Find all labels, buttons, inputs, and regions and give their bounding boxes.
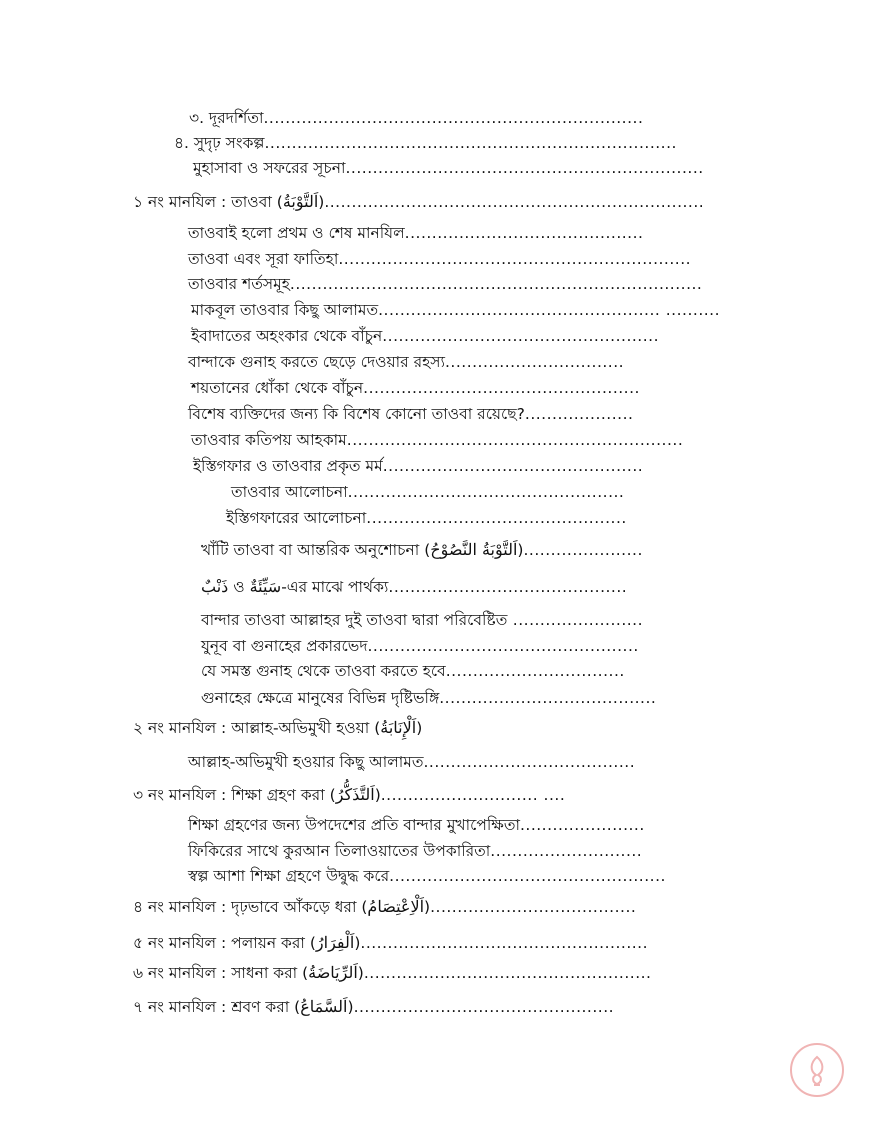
toc-entry-conjunction: ও	[228, 578, 250, 596]
toc-entry-leader-dots: ............................	[490, 842, 643, 860]
toc-entry-arabic: اَلتَّذَكُّرُ	[335, 785, 375, 804]
toc-entry	[189, 108, 643, 128]
toc-entry	[193, 158, 704, 178]
toc-entry-title: ৫ নং মানযিল : পলায়ন করা (	[133, 934, 316, 952]
toc-entry-leader-dots: ............................................................................	[289, 275, 703, 293]
toc-entry-tail: )	[517, 541, 524, 559]
toc-entry-leader-dots: ...................................................	[363, 379, 640, 397]
publisher-logo-icon	[790, 1043, 844, 1097]
toc-entry-leader-dots: ......................	[523, 541, 643, 559]
toc-entry	[191, 430, 683, 450]
toc-entry	[188, 404, 633, 424]
toc-entry	[133, 897, 636, 917]
toc-entry	[188, 752, 635, 772]
toc-entry-arabic: اَلرِّيَاضَةُ	[308, 963, 358, 982]
toc-entry-arabic: اَلتَّوْبَةُ النَّصُوْحُ	[430, 540, 518, 559]
toc-entry-tail: )	[424, 898, 431, 916]
toc-entry-tail: )	[374, 786, 381, 804]
toc-entry-arabic: اَلسَّمَاعُ	[300, 997, 348, 1016]
toc-entry-arabic: اَلْاِعْتِصَامُ	[367, 897, 425, 916]
toc-entry-arabic: اَلْفِرَارُ	[315, 933, 355, 952]
toc-entry-title: ২ নং মানযিল : আল্লাহ-অভিমুখী হওয়া (	[133, 719, 381, 737]
toc-entry-leader-dots: ............................................	[388, 578, 628, 596]
toc-entry-tail: -এর মাঝে পার্থক্য	[281, 578, 389, 596]
toc-entry-leader-dots: .................................	[445, 662, 625, 680]
toc-entry-leader-dots: ..................................................................	[345, 159, 704, 177]
toc-entry-title: বান্দার তাওবা আল্লাহর দুই তাওবা দ্বারা পরিবেষ্টিত	[201, 611, 508, 629]
toc-entry-leader-dots: ............................................................................	[264, 134, 677, 152]
toc-entry	[133, 718, 422, 738]
toc-entry-title: ইস্তিগফারের আলোচনা	[226, 509, 367, 527]
toc-entry-title: তাওবা এবং সূরা ফাতিহা	[188, 250, 339, 268]
toc-entry	[191, 378, 640, 398]
toc-entry-leader-dots: .....................................................	[363, 964, 652, 982]
toc-entry	[188, 249, 691, 269]
toc-entry	[191, 300, 720, 320]
toc-entry-title: তাওবার আলোচনা	[231, 483, 348, 501]
toc-entry-leader-dots: ..................................................	[367, 637, 639, 655]
toc-entry-title: ৭ নং মানযিল : শ্রবণ করা (	[133, 998, 301, 1016]
toc-entry-leader-dots: ................................................	[353, 998, 615, 1016]
toc-entry	[188, 841, 642, 861]
toc-entry-leader-dots: .................................................................	[338, 250, 692, 268]
toc-entry-title: ৪. সুদৃঢ় সংকল্প	[174, 134, 265, 152]
toc-entry	[193, 456, 643, 476]
toc-entry-leader-dots: ...................................................	[382, 327, 660, 345]
toc-entry-title: ৩. দূরদর্শিতা	[189, 109, 264, 127]
toc-entry-title: তাওবার শর্তসমূহ	[188, 275, 290, 293]
toc-entry-tail: )	[354, 934, 361, 952]
toc-entry-leader-dots: ............................. ....	[380, 786, 566, 804]
toc-entry	[133, 785, 565, 805]
toc-entry	[201, 661, 625, 681]
toc-entry-title: মুহাসাবা ও সফরের সূচনা	[193, 159, 346, 177]
toc-entry-title: বিশেষ ব্যক্তিদের জন্য কি বিশেষ কোনো তাওবা রয়েছে?	[188, 405, 525, 423]
toc-entry-tail: )	[318, 193, 325, 211]
toc-entry-title: তাওবাই হলো প্রথম ও শেষ মানযিল	[188, 224, 405, 242]
toc-entry-arabic: اَلتَّوْبَةُ	[282, 192, 319, 211]
toc-entry-title: ইবাদাতের অহংকার থেকে বাঁচুন	[191, 327, 383, 345]
toc-entry	[174, 133, 677, 153]
toc-entry-leader-dots: ............................................	[404, 224, 644, 242]
toc-entry-leader-dots: .......................	[519, 816, 645, 834]
toc-entry-title: গুনাহের ক্ষেত্রে মানুষের বিভিন্ন দৃষ্টিভঙ্গি	[201, 689, 440, 707]
toc-entry	[188, 815, 645, 835]
toc-entry-leader-dots: .................................	[445, 353, 625, 371]
toc-entry-title: ইস্তিগফার ও তাওবার প্রকৃত মর্ম	[193, 457, 383, 475]
toc-entry-leader-dots: .......................................	[423, 753, 636, 771]
toc-entry-leader-dots: ......................................	[430, 898, 637, 916]
toc-entry-title: বান্দাকে গুনাহ করতে ছেড়ে দেওয়ার রহস্য	[188, 353, 445, 371]
toc-entry-title: ১ নং মানযিল : তাওবা (	[133, 193, 283, 211]
toc-entry-arabic-2: سَيِّئَةٌ	[249, 577, 282, 596]
toc-entry	[201, 577, 627, 597]
toc-entry	[133, 192, 704, 212]
toc-entry-leader-dots: ........................	[507, 611, 644, 629]
toc-entry	[201, 540, 643, 560]
toc-entry-leader-dots: ..............................................................	[346, 431, 684, 449]
toc-entry	[188, 223, 643, 243]
toc-entry-title: ৪ নং মানযিল : দৃঢ়ভাবে আঁকড়ে ধরা (	[133, 898, 368, 916]
toc-entry	[226, 508, 627, 528]
toc-entry-title: মাকবূল তাওবার কিছু আলামত	[191, 301, 379, 319]
toc-entry-title: ফিকিরের সাথে কুরআন তিলাওয়াতের উপকারিতা	[188, 842, 491, 860]
toc-entry	[201, 610, 643, 630]
toc-entry-leader-dots: ...................................................	[347, 483, 625, 501]
toc-entry-leader-dots: ........................................	[439, 689, 657, 707]
toc-entry	[188, 352, 624, 372]
toc-entry-title: ৩ নং মানযিল : শিক্ষা গ্রহণ করা (	[133, 786, 336, 804]
toc-entry-title: স্বল্প আশা শিক্ষা গ্রহণে উদ্বুদ্ধ করে	[188, 867, 390, 885]
toc-entry-leader-dots: .................................................... ..........	[378, 301, 721, 319]
toc-entry	[133, 933, 648, 953]
toc-entry-arabic: ذَنْبٌ	[201, 577, 229, 596]
toc-entry	[133, 963, 651, 983]
toc-entry-arabic: اَلْإِنَابَةُ	[380, 718, 417, 737]
toc-entry-title: তাওবার কতিপয় আহকাম	[191, 431, 347, 449]
toc-entry	[188, 866, 666, 886]
toc-entry-leader-dots: ................................................	[382, 457, 644, 475]
toc-entry	[191, 326, 659, 346]
toc-entry	[133, 997, 614, 1017]
toc-entry	[201, 636, 639, 656]
toc-entry-title: ৬ নং মানযিল : সাধনা করা (	[133, 964, 309, 982]
toc-entry-tail: )	[357, 964, 364, 982]
toc-entry-tail: )	[347, 998, 354, 1016]
toc-entry-title: যুনূব বা গুনাহের প্রকারভেদ	[201, 637, 368, 655]
toc-entry-title: শিক্ষা গ্রহণের জন্য উপদেশের প্রতি বান্দার মুখাপেক্ষিতা	[188, 816, 520, 834]
toc-entry-title: শয়তানের ধোঁকা থেকে বাঁচুন	[191, 379, 364, 397]
toc-entry-leader-dots: ................................................	[366, 509, 627, 527]
toc-entry-leader-dots: ......................................................................	[263, 109, 644, 127]
toc-entry	[231, 482, 624, 502]
toc-entry-title: খাঁটি তাওবা বা আন্তরিক অনুশোচনা (	[201, 541, 431, 559]
toc-entry-leader-dots: ...................................................	[389, 867, 666, 885]
toc-entry-leader-dots: ....................	[524, 405, 634, 423]
toc-entry-leader-dots: .....................................................	[360, 934, 649, 952]
toc-entry	[201, 688, 656, 708]
toc-entry-title: যে সমস্ত গুনাহ থেকে তাওবা করতে হবে	[201, 662, 446, 680]
toc-entry-leader-dots: ......................................................................	[324, 193, 705, 211]
toc-entry	[188, 274, 702, 294]
toc-entry-tail: )	[416, 719, 423, 737]
toc-entry-title: আল্লাহ-অভিমুখী হওয়ার কিছু আলামত	[188, 753, 424, 771]
